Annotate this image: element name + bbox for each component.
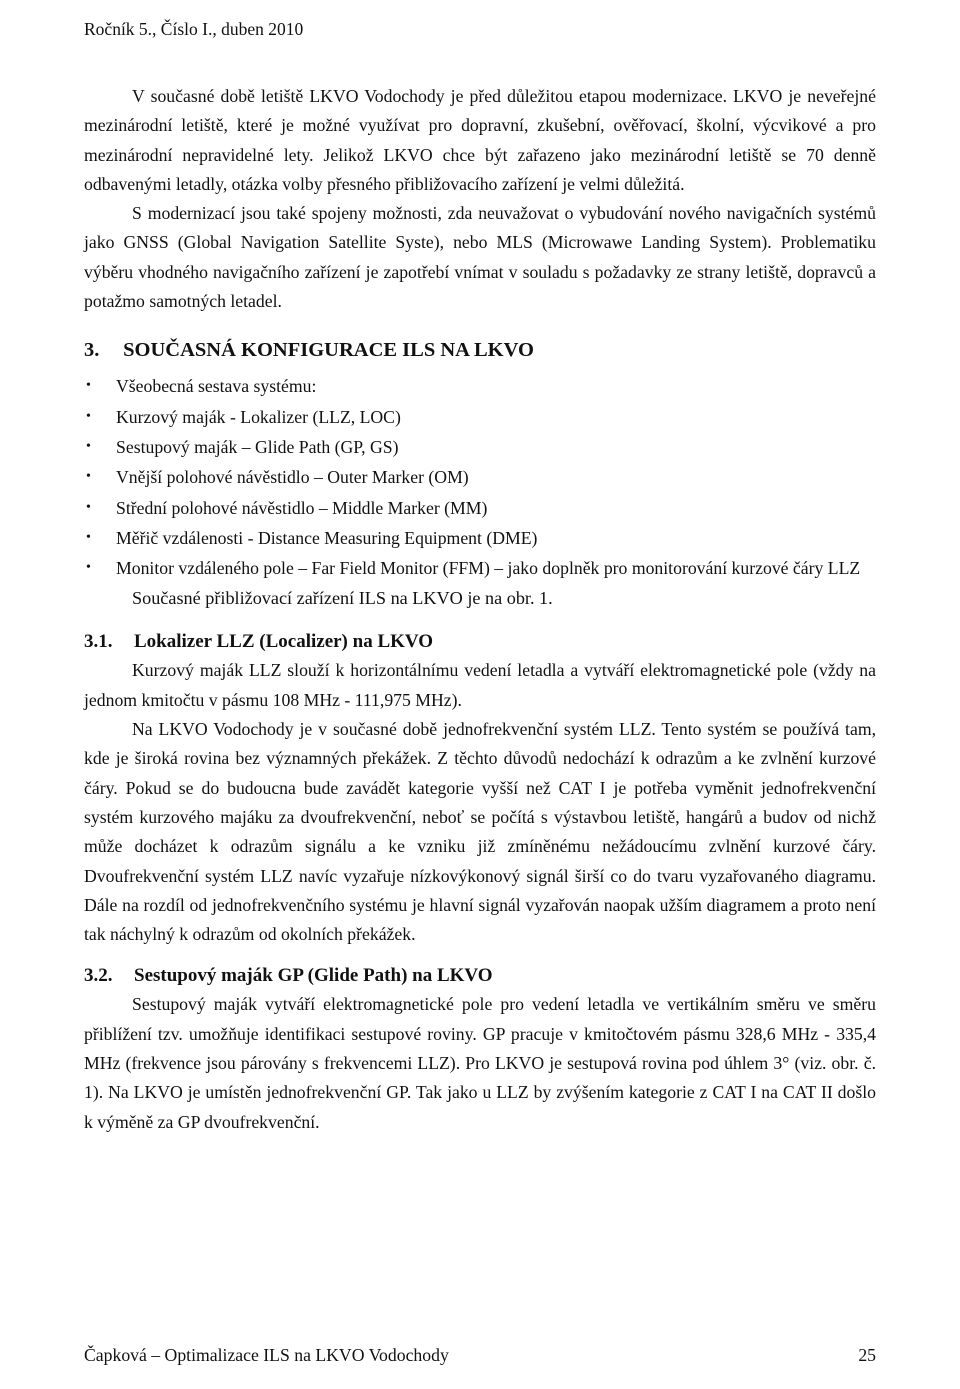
document-body xyxy=(84,82,876,1137)
bullet-icon: • xyxy=(86,408,91,424)
list-item-text: Měřič vzdálenosti - Distance Measuring Equipment (DME) xyxy=(116,527,538,548)
list-item xyxy=(84,432,876,462)
figure-reference-note: Současné přibližovací zařízení ILS na LKVO je na obr. 1. xyxy=(132,588,553,609)
section-3-title: SOUČASNÁ KONFIGURACE ILS NA LKVO xyxy=(123,339,534,362)
ils-component-list xyxy=(84,371,876,583)
page-footer xyxy=(84,1345,876,1366)
section-3-1-paragraph-2: Na LKVO Vodochody je v současné době jednofrekvenční systém LLZ. Tento systém se používá tam, kde je široká rovina bez významných překážek. Z těchto důvodů nedochází k odrazům a ke zvlnění kurzové čáry. Pokud se do budoucna bude zavádět kategorie vyšší než CAT I je potřeba vyměnit jednofrekvenční systém kurzového majáku za dvoufrekvenční, neboť se počítá s výstavbou letiště, hangárů a budov od nichž může docházet k odrazům signálu a ke vzniku již zmíněnému nežádoucímu zvlnění kurzové čáry. Dvoufrekvenční systém LLZ navíc vyzařuje nízkovýkonový signál širší co do tvaru vyzařovaného diagramu. Dále na rozdíl od jednofrekvenčního systému je hlavní signál vyzařován naopak užším diagramem a proto není tak náchylný k odrazům od okolních překážek. xyxy=(84,719,876,945)
list-item-text: Monitor vzdáleného pole – Far Field Monitor (FFM) – jako doplněk pro monitorování kurzové čáry LLZ xyxy=(116,558,861,579)
section-3-2-title: Sestupový maják GP (Glide Path) na LKVO xyxy=(134,965,493,987)
list-item-text: Kurzový maják - Lokalizer (LLZ, LOC) xyxy=(116,406,401,427)
footer-title: Čapková – Optimalizace ILS na LKVO Vodochody xyxy=(84,1345,449,1365)
section-3-2-paragraph-1: Sestupový maják vytváří elektromagnetické pole pro vedení letadla ve vertikálním směru ve směru přiblížení tzv. umožňuje identifikaci sestupové roviny. GP pracuje v kmitočtovém pásmu 328,6 MHz - 335,4 MHz (frekvence jsou párovány s frekvencemi LLZ). Pro LKVO je sestupová rovina pod úhlem 3° (viz. obr. č. 1). Na LKVO je umístěn jednofrekvenční GP. Tak jako u LLZ by zvýšením kategorie z CAT I na CAT II došlo k výměně za GP dvoufrekvenční. xyxy=(84,994,876,1132)
bullet-icon: • xyxy=(86,438,91,454)
list-item-text: Sestupový maják – Glide Path (GP, GS) xyxy=(116,436,399,457)
section-3-1-title: Lokalizer LLZ (Localizer) na LKVO xyxy=(134,631,434,653)
list-item-text: Vnější polohové návěstidlo – Outer Marker (OM) xyxy=(116,467,469,488)
section-3-1-number: 3.1. xyxy=(84,631,113,653)
page-number: 25 xyxy=(858,1345,876,1365)
bullet-icon: • xyxy=(86,469,91,485)
section-3-2-number: 3.2. xyxy=(84,965,113,987)
running-header: Ročník 5., Číslo I., duben 2010 xyxy=(84,19,304,39)
section-3-1-heading xyxy=(84,627,876,656)
list-item xyxy=(84,553,876,583)
intro-paragraph-2: S modernizací jsou také spojeny možnosti, zda neuvažovat o vybudování nového navigačních systémů jako GNSS (Global Navigation Satellite Syste), nebo MLS (Microwawe Landing System). Problematiku výběru vhodného navigačního zařízení je zapotřebí vnímat v souladu s požadavky ze strany letiště, dopravců a potažmo samotných letadel. xyxy=(84,203,876,312)
section-3-1-paragraph-1: Kurzový maják LLZ slouží k horizontálnímu vedení letadla a vytváří elektromagnetické pole (vždy na jednom kmitočtu v pásmu 108 MHz - 111,975 MHz). xyxy=(84,660,876,710)
list-item xyxy=(84,371,876,401)
bullet-icon: • xyxy=(86,560,91,576)
bullet-icon: • xyxy=(86,499,91,515)
list-item-text: Střední polohové návěstidlo – Middle Marker (MM) xyxy=(116,497,488,518)
intro-paragraph-1: V současné době letiště LKVO Vodochody je před důležitou etapou modernizace. LKVO je neveřejné mezinárodní letiště, které je možné využívat pro dopravní, zkušební, ověřovací, školní, výcvikové a pro mezinárodní nepravidelné lety. Jelikož LKVO chce být zařazeno jako mezinárodní letiště se 70 denně odbavenými letadly, otázka volby přesného přibližovacího zařízení je velmi důležitá. xyxy=(84,86,876,194)
section-3-2-heading xyxy=(84,961,876,990)
list-item xyxy=(84,523,876,553)
bullet-icon: • xyxy=(86,529,91,545)
section-3-number: 3. xyxy=(84,339,100,362)
list-item xyxy=(84,462,876,492)
list-item-text: Všeobecná sestava systému: xyxy=(116,376,317,397)
list-item xyxy=(84,402,876,432)
section-3-heading xyxy=(84,336,876,364)
list-item xyxy=(84,493,876,523)
bullet-icon: • xyxy=(86,378,91,394)
